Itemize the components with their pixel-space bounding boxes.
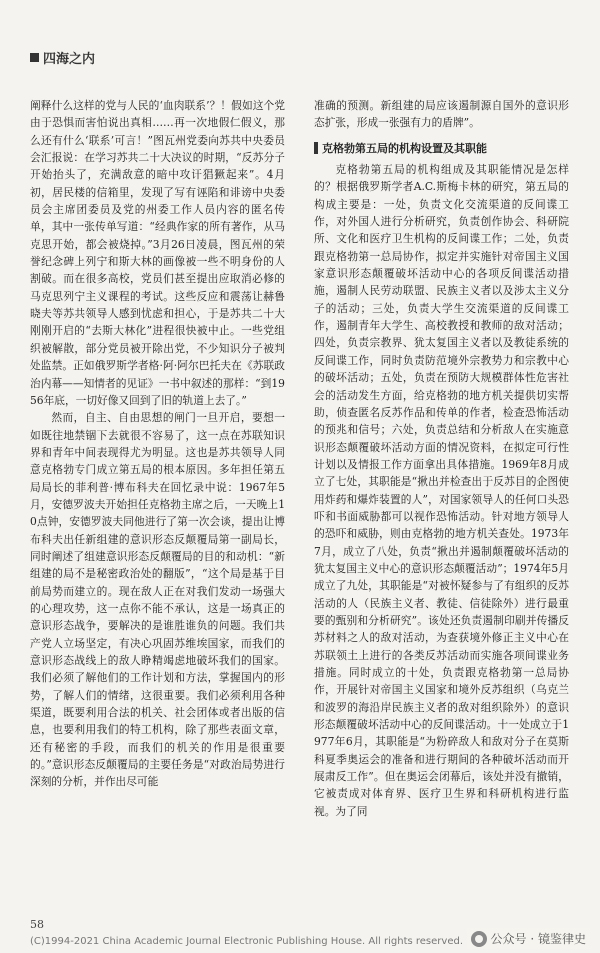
left-paragraph-1: 阐释什么这样的党与人民的‘血肉联系’？！假如这个党由于恐惧而害怕说出真相……再一次地假仁假义，那么还有什么‘联系’可言！”图瓦州党委向苏共中央委员会汇报说：在学习苏共二十大决议的时期，“反苏分子开始抬头了，充满敌意的暗中攻讦猖獗起来”。4月初，居民楼的信箱里，发现了写有诬陷和诽谤中央委员会主席团委员及党的州委工作人员内容的匿名传单，其中一张传单写道：“经典作家的所有著作，从马克思开始，都会被烧掉。”3月26日凌晨，图瓦州的荣誉纪念碑上列宁和斯大林的画像被一些不明身份的人割破。而在很多高校，党员们甚至提出应取消必修的马克思列宁主义课程的考试。这些反应和震荡让赫鲁晓夫等苏共领导人感到忧虑和担心，于是苏共二十大刚刚开启的“去斯大林化”进程很快被中止。一些党组织被解散，部分党员被开除出党，不少知识分子被判处监禁。正如俄罗斯学者格·阿·阿尔巴托夫在《苏联政治内幕——知情者的见证》一书中叙述的那样：“到1956年底，一切好像又回到了旧的轨道上去了。” — [30, 99, 285, 407]
right-intro-paragraph: 准确的预测。新组建的局应该遏制源自国外的意识形态扩张，形成一张强有力的盾牌”。 — [314, 99, 569, 130]
watermark — [467, 928, 590, 949]
header-square-icon — [30, 53, 39, 62]
left-column — [30, 97, 285, 791]
left-paragraph-2: 然而，自主、自由思想的闸门一旦开启，要想一如既往地禁锢下去就很不容易了，这一点在苏联知识界和青年中间表现得尤为明显。这也是苏共领导人同意克格勃专门成立第五局的根本原因。多年担任第五局局长的菲利普·博布科夫在回忆录中说：1967年5月，安德罗波夫开始担任克格勃主席之后，一天晚上10点钟，安德罗波夫同他进行了第一次会谈，提出让博布科夫出任新组建的意识形态反颠覆局第一副局长，同时阐述了组建意识形态反颠覆局的目的和动机：“新组建的局不是秘密政治处的翻版”，“这个局是基于目前局势而建立的。现在敌人正在对我们发动一场强大的心理攻势，这一点你不能不承认，这是一场真正的意识形态战争，要解决的是谁胜谁负的问题。我们共产党人立场坚定，有决心巩固苏维埃国家，而我们的意识形态战线上的敌人睁精竭虑地破坏我们的国家。我们必须了解他们的工作计划和方法，掌握国内的形势，了解人们的情绪，这很重要。我们必须利用各种渠道，既要利用合法的机关、社会团体或者出版的信息，也要利用我们的特工机构，除了那些表面文章，还有秘密的手段，而我们的机关的作用是很重要的。”意识形态反颠覆局的主要任务是“对政治局势进行深刻的分析，并作出尽可能 — [30, 411, 285, 789]
watermark-text: 公众号 · 镜鉴律史 — [490, 932, 586, 946]
right-paragraph: 克格勃第五局的机构组成及其职能情况是怎样的？根据俄罗斯学者A.C.斯梅卡林的研究，第五局的构成主要是：一处，负责文化交流渠道的反间谍工作，对外国人进行分析研究，负责创作协会、科研院所、文化和医疗卫生机构的反间谍工作；二处，负责跟克格勃第一总局协作，拟定并实施针对帝国主义国家意识形态颠覆破坏活动中心的各项反间谍活动措施，遏制人民劳动联盟、民族主义者以及涉太主义分子的活动；三处，负责大学生交流渠道的反间谍工作，遏制青年大学生、高校教授和教师的敌对活动；四处，负责宗教界、犹太复国主义者以及教徒系统的反间谍工作，同时负责防范境外宗教势力和宗教中心的破坏活动；五处，负责在预防大规模群体性危害社会的活动发生方面，给克格勃的地方机关提供切实帮助，侦查匿名反苏作品和传单的作者，检查恐怖活动的预兆和信号；六处，负责总结和分析敌人在实施意识形态颠覆破坏活动方面的情况资料，在拟定可行性计划以及情报工作方面拿出具体措施。1969年8月成立了七处，其职能是“揪出并检查出于反苏目的企图使用炸药和爆炸装置的人”，对国家领导人的任何口头恐吓和书面威胁都可以视作恐怖活动。针对地方领导人的恐吓和威胁，则由克格勃的地方机关查处。1973年7月，成立了八处，负责“揪出并遏制颠覆破坏活动的犹太复国主义中心的意识形态颠覆活动”；1974年5月成立了九处，其职能是“对被怀疑参与了有组织的反苏活动的人（民族主义者、教徒、信徒除外）进行最重要的甄别和分析研究”。该处还负责遏制印刷并传播反苏材料之人的敌对活动，为查获境外修正主义中心在苏联领土上进行的各类反苏活动而实施各项间谍业务措施。同时成立的十处，负责跟克格勃第一总局协作，开展针对帝国主义国家和境外反苏组织（乌克兰和波罗的海沿岸民族主义者的敌对组织除外）的意识形态颠覆破坏活动中心的反间谍活动。十一处成立于1977年6月，其职能是“为粉碎敌人和敌对分子在莫斯科夏季奥运会的准备和进行期间的各种破坏活动而开展肃反工作”。但在奥运会闭幕后，该处并没有撤销，它被责成对体育界、医疗卫生界和科研机构进行监视。为了同 — [314, 163, 569, 818]
wechat-icon — [471, 931, 487, 947]
section-name: 四海之内 — [43, 52, 96, 67]
footer — [0, 926, 600, 953]
section-bar-icon — [314, 142, 318, 154]
section-header — [30, 48, 95, 67]
page-number: 58 — [30, 918, 44, 931]
section-title — [314, 140, 569, 157]
right-column — [314, 97, 569, 820]
copyright-text: (C)1994-2021 China Academic Journal Electronic Publishing House. All rights reserved. — [30, 936, 463, 947]
section-title-text: 克格勃第五局的机构设置及其职能 — [322, 141, 487, 155]
